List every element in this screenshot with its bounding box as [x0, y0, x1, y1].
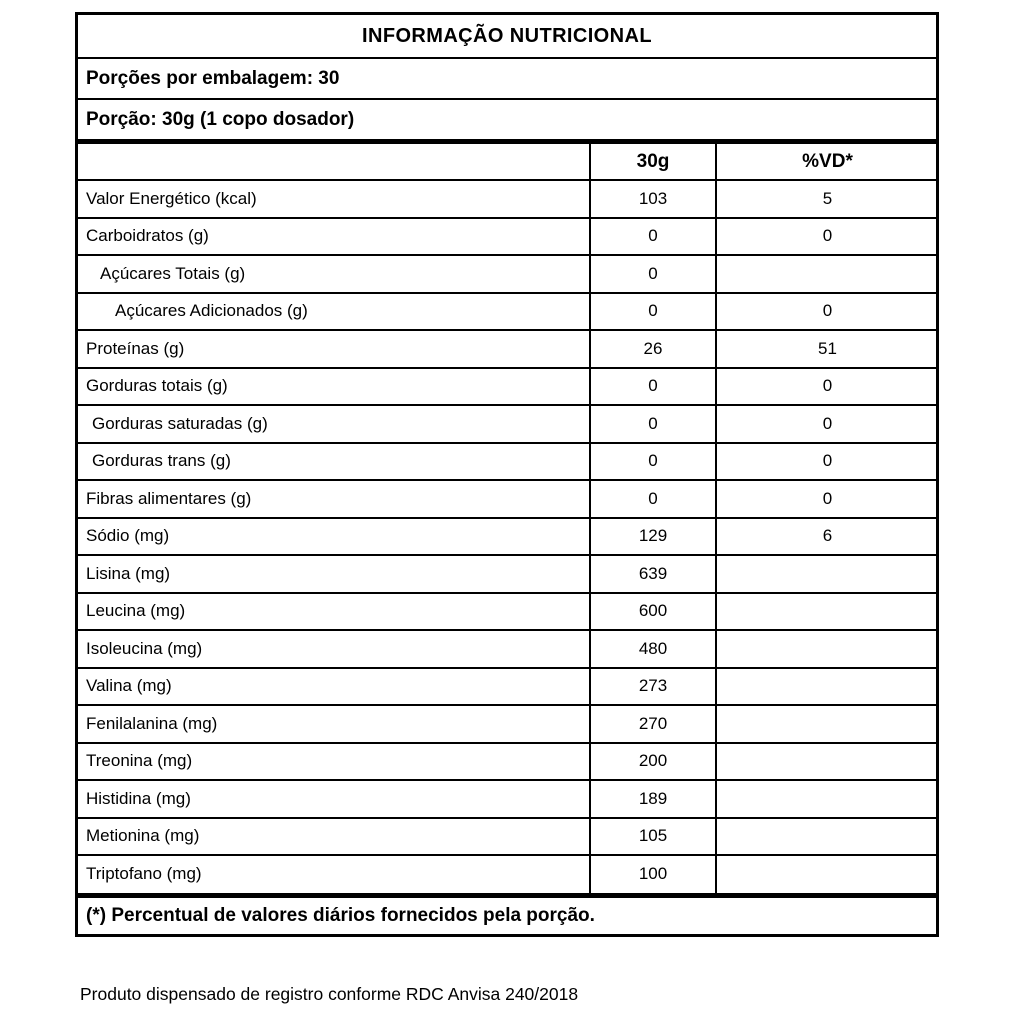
- amount-cell: 189: [590, 780, 716, 818]
- nutrient-name-cell: Gorduras totais (g): [78, 368, 590, 406]
- nutrient-name-cell: Valor Energético (kcal): [78, 180, 590, 218]
- amount-cell: 0: [590, 443, 716, 481]
- amount-cell: 0: [590, 293, 716, 331]
- daily-value-cell: 0: [716, 368, 938, 406]
- amount-cell: 0: [590, 405, 716, 443]
- daily-value-cell: 6: [716, 518, 938, 556]
- daily-value-footnote: (*) Percentual de valores diários fornecidos pela porção.: [78, 893, 936, 934]
- amount-cell: 0: [590, 218, 716, 256]
- daily-value-cell: [716, 780, 938, 818]
- daily-value-cell: 0: [716, 443, 938, 481]
- table-row: [78, 405, 938, 443]
- daily-value-cell: 0: [716, 218, 938, 256]
- nutrient-name-cell: Proteínas (g): [78, 330, 590, 368]
- daily-value-cell: [716, 743, 938, 781]
- daily-value-cell: 0: [716, 405, 938, 443]
- nutrient-name-cell: Sódio (mg): [78, 518, 590, 556]
- nutrient-name-cell: Carboidratos (g): [78, 218, 590, 256]
- table-row: [78, 443, 938, 481]
- table-row: [78, 705, 938, 743]
- table-row: [78, 630, 938, 668]
- nutrient-name-cell: Fibras alimentares (g): [78, 480, 590, 518]
- table-row: [78, 330, 938, 368]
- table-row: [78, 480, 938, 518]
- nutrition-label: [75, 12, 939, 937]
- table-row: [78, 368, 938, 406]
- amount-cell: 0: [590, 480, 716, 518]
- table-row: [78, 518, 938, 556]
- daily-value-cell: [716, 255, 938, 293]
- daily-value-cell: [716, 818, 938, 856]
- daily-value-cell: [716, 668, 938, 706]
- amount-cell: 129: [590, 518, 716, 556]
- nutrient-name-cell: Histidina (mg): [78, 780, 590, 818]
- nutrient-name-cell: Gorduras trans (g): [78, 443, 590, 481]
- nutrient-name-cell: Treonina (mg): [78, 743, 590, 781]
- table-row: [78, 780, 938, 818]
- nutrient-name-cell: Valina (mg): [78, 668, 590, 706]
- nutrient-name-cell: Açúcares Totais (g): [78, 255, 590, 293]
- daily-value-cell: [716, 630, 938, 668]
- table-row: [78, 668, 938, 706]
- daily-value-cell: 0: [716, 293, 938, 331]
- nutrition-table-body: [78, 180, 938, 893]
- amount-cell: 26: [590, 330, 716, 368]
- amount-column-header: 30g: [590, 144, 716, 180]
- amount-cell: 105: [590, 818, 716, 856]
- table-row: [78, 743, 938, 781]
- daily-value-cell: [716, 705, 938, 743]
- table-row: [78, 555, 938, 593]
- amount-cell: 100: [590, 855, 716, 893]
- nutrient-name-cell: Leucina (mg): [78, 593, 590, 631]
- amount-cell: 103: [590, 180, 716, 218]
- daily-value-cell: 51: [716, 330, 938, 368]
- daily-value-cell: [716, 555, 938, 593]
- table-row: [78, 855, 938, 893]
- nutrient-column-header: [78, 144, 590, 180]
- nutrient-name-cell: Triptofano (mg): [78, 855, 590, 893]
- table-header-row: [78, 144, 938, 180]
- nutrient-name-cell: Isoleucina (mg): [78, 630, 590, 668]
- daily-value-column-header: %VD*: [716, 144, 938, 180]
- nutrient-name-cell: Açúcares Adicionados (g): [78, 293, 590, 331]
- table-row: [78, 818, 938, 856]
- amount-cell: 0: [590, 368, 716, 406]
- nutrient-name-cell: Metionina (mg): [78, 818, 590, 856]
- table-row: [78, 593, 938, 631]
- table-row: [78, 218, 938, 256]
- nutrient-name-cell: Fenilalanina (mg): [78, 705, 590, 743]
- table-row: [78, 180, 938, 218]
- daily-value-cell: [716, 855, 938, 893]
- amount-cell: 273: [590, 668, 716, 706]
- nutrient-name-cell: Lisina (mg): [78, 555, 590, 593]
- table-row: [78, 293, 938, 331]
- daily-value-cell: 0: [716, 480, 938, 518]
- amount-cell: 270: [590, 705, 716, 743]
- label-title: INFORMAÇÃO NUTRICIONAL: [78, 15, 936, 59]
- nutrition-table: [78, 144, 938, 893]
- amount-cell: 0: [590, 255, 716, 293]
- daily-value-cell: 5: [716, 180, 938, 218]
- amount-cell: 200: [590, 743, 716, 781]
- table-row: [78, 255, 938, 293]
- amount-cell: 600: [590, 593, 716, 631]
- amount-cell: 639: [590, 555, 716, 593]
- servings-per-package: Porções por embalagem: 30: [78, 59, 936, 100]
- amount-cell: 480: [590, 630, 716, 668]
- serving-size: Porção: 30g (1 copo dosador): [78, 100, 936, 144]
- anvisa-disclaimer: Produto dispensado de registro conforme RDC Anvisa 240/2018: [80, 984, 579, 1004]
- daily-value-cell: [716, 593, 938, 631]
- nutrient-name-cell: Gorduras saturadas (g): [78, 405, 590, 443]
